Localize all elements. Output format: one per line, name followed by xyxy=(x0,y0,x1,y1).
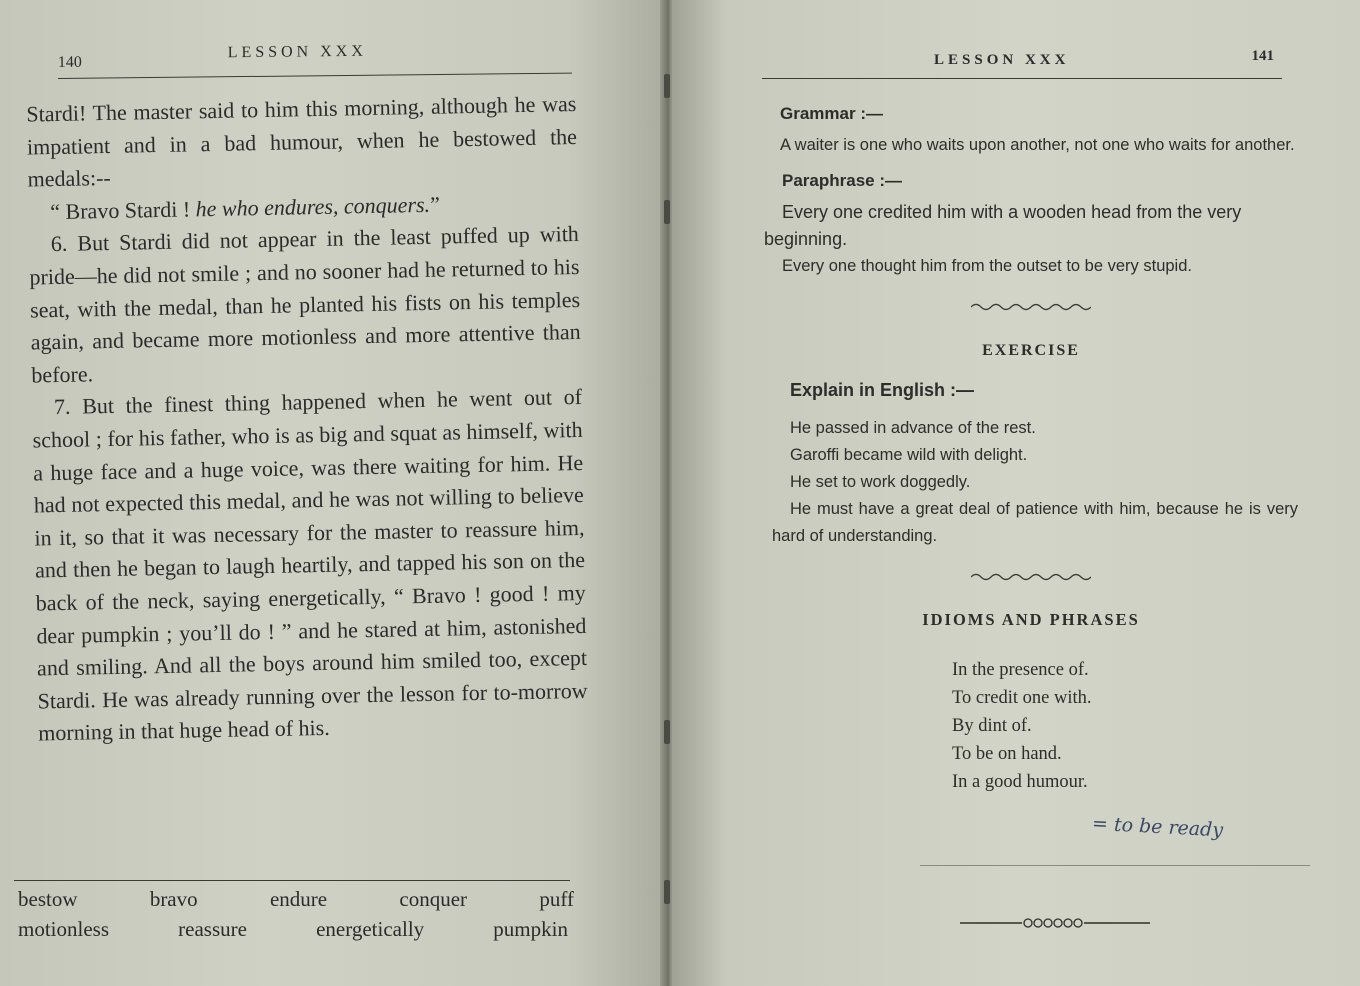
paraphrase-label: Paraphrase :— xyxy=(782,171,902,190)
vocab-word: endure xyxy=(269,887,328,911)
paraphrase-line: Every one thought him from the outset to be very stupid. xyxy=(782,257,1192,275)
vocab-word: reassure xyxy=(178,917,247,941)
right-body xyxy=(764,104,1298,796)
wavy-divider xyxy=(971,302,1091,312)
explain-item: Garoffi became wild with delight. xyxy=(790,446,1028,464)
vocabulary-row xyxy=(18,884,574,914)
explain-label: Explain in English :— xyxy=(790,380,975,400)
binding-stitch xyxy=(664,200,670,224)
left-running-head xyxy=(58,37,572,79)
binding-stitch xyxy=(664,720,670,744)
right-lesson-title: LESSON XXX xyxy=(934,52,1070,68)
explain-item: He must have a great deal of patience with him, because he is very hard of understanding. xyxy=(772,500,1298,545)
paragraph-7: 7. But the finest thing happened when he went out of school ; for his father, who is as big and squat as himself, with a huge face and a huge voice, was there waiting for him. He had not expected this medal, and he was not willing to believe in it, so that it was necessary for the master to reassure him, and then he began to laugh heartily, and tapped his son on the back of the neck, saying energetically, “ Bravo ! good ! my dear pumpkin ; you’ll do ! ” and he stared at him, astonished and smiling. And all the boys around him smiled too, except Stardi. He was already running over the lesson for to-morrow morning in that huge head of his. xyxy=(32,384,588,746)
ornamental-divider xyxy=(960,916,1150,930)
vocab-word: bestow xyxy=(18,887,78,911)
left-page xyxy=(0,0,668,986)
quotation: “ Bravo Stardi ! he who endures, conquers.” xyxy=(50,191,441,224)
idiom-item: In the presence of. xyxy=(952,660,1089,680)
underline-rule xyxy=(920,865,1310,866)
paragraph-6: 6. But Stardi did not appear in the least puffed up with pride—he did not smile ; and no sooner had he returned to his seat, with the medal, than he planted his fists on his temples again, and became more motionless and more attentive than before. xyxy=(29,221,581,388)
vocab-word: conquer xyxy=(399,887,468,911)
handwritten-note: = to be ready xyxy=(1091,812,1224,842)
explain-item: He passed in advance of the rest. xyxy=(790,419,1036,437)
idiom-item: In a good humour. xyxy=(952,772,1088,792)
paraphrase-line: Every one credited him with a wooden head from the very beginning. xyxy=(764,202,1242,249)
vocab-word: pumpkin xyxy=(493,917,568,941)
binding-stitch xyxy=(664,74,670,98)
vocabulary-list xyxy=(18,884,574,944)
vocabulary-divider xyxy=(14,880,570,881)
explain-list xyxy=(764,415,1298,550)
idiom-item: To be on hand. xyxy=(952,744,1062,764)
vocab-word: puff xyxy=(539,887,574,911)
idioms-list xyxy=(952,656,1298,796)
idiom-item: By dint of. xyxy=(952,716,1032,736)
vocab-word: energetically xyxy=(316,917,425,941)
idiom-item: To credit one with. xyxy=(952,688,1092,708)
right-page-number: 141 xyxy=(1251,48,1274,64)
exercise-heading: EXERCISE xyxy=(982,342,1080,359)
explain-item: He set to work doggedly. xyxy=(790,473,971,491)
left-body-text xyxy=(26,88,588,750)
right-running-head xyxy=(762,44,1282,79)
paragraph: Stardi! The master said to him this morning, although he was impatient and in a bad humour, when he bestowed the medals:-- xyxy=(26,90,578,192)
left-page-number: 140 xyxy=(57,53,82,72)
binding-stitch xyxy=(664,880,670,904)
left-lesson-title: LESSON XXX xyxy=(227,42,367,62)
grammar-text: A waiter is one who waits upon another, not one who waits for another. xyxy=(780,136,1295,154)
idioms-heading: IDIOMS AND PHRASES xyxy=(922,610,1140,629)
grammar-label: Grammar :— xyxy=(780,104,883,123)
vocabulary-row xyxy=(18,914,574,944)
vocab-word: motionless xyxy=(18,917,110,941)
vocab-word: bravo xyxy=(149,887,198,911)
wavy-divider xyxy=(971,572,1091,582)
right-page xyxy=(672,0,1360,986)
